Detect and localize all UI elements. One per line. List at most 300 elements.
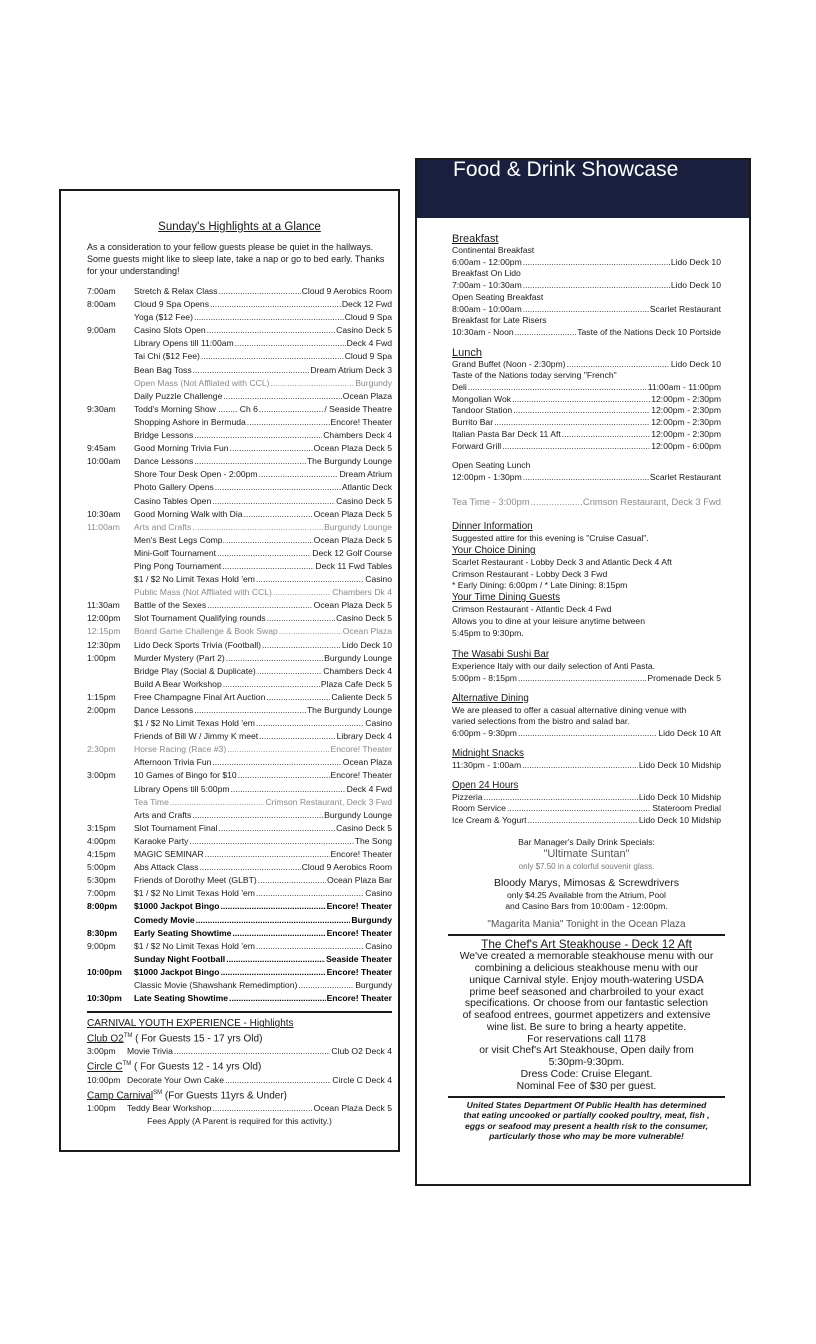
- leader-dots: [217, 547, 311, 560]
- schedule-row: [87, 508, 392, 521]
- schedule-time: 11:00am: [87, 521, 120, 532]
- highlights-title: Sunday's Highlights at a Glance: [158, 221, 321, 233]
- leader-dots: [194, 311, 344, 324]
- food-drink-content: [417, 218, 749, 1142]
- schedule-location: Cloud 9 Spa: [344, 312, 392, 323]
- schedule-time: 2:30pm: [87, 744, 116, 755]
- schedule-location: Lido Deck 10: [341, 639, 392, 650]
- lunch-station: Mongolian Wok: [452, 393, 512, 404]
- schedule-row: [87, 665, 392, 678]
- schedule-row: [87, 927, 392, 940]
- schedule-time: [87, 756, 134, 769]
- schedule-location: Cloud 9 Aerobics Room: [301, 862, 392, 873]
- open24-items: [452, 792, 721, 827]
- schedule-location: Casino: [365, 574, 392, 585]
- lunch-station: Italian Pasta Bar Deck 11 Aft: [452, 428, 561, 439]
- midnight-row: [452, 760, 721, 772]
- leader-dots: [259, 730, 335, 743]
- leader-dots: [193, 364, 310, 377]
- schedule-location: Cloud 9 Aerobics Room: [301, 286, 392, 296]
- lunch-row: [452, 441, 721, 453]
- open-lunch-loc: Scarlet Restaurant: [649, 471, 721, 482]
- youth-row: [87, 1102, 392, 1115]
- steakhouse-line: wine list. Be sure to bring a hearty appetite.: [486, 1021, 687, 1033]
- schedule-row: [87, 599, 392, 612]
- schedule-event: Daily Puzzle Challenge: [134, 390, 223, 401]
- lunch-row: [452, 417, 721, 429]
- tea-time-label: Tea Time - 3:00pm: [452, 495, 530, 507]
- schedule-event: $1 / $2 No Limit Texas Hold 'em: [134, 718, 255, 729]
- leader-dots: [210, 298, 341, 311]
- youth-location: Circle C Deck 4: [332, 1074, 392, 1085]
- schedule-location: Encore! Theater: [330, 744, 392, 755]
- schedule-time: 9:00am: [87, 325, 116, 336]
- open24-heading: Open 24 Hours: [452, 779, 519, 791]
- youth-event: Decorate Your Own Cake: [127, 1074, 224, 1085]
- breakfast-row: [452, 280, 721, 292]
- schedule-event: Casino Slots Open: [134, 325, 206, 336]
- schedule-row: [87, 377, 392, 390]
- leader-dots: [256, 940, 364, 953]
- breakfast-heading: Breakfast: [452, 233, 499, 245]
- schedule-time: 4:00pm: [87, 835, 116, 846]
- breakfast-location: Taste of the Nations Deck 10 Portside: [577, 326, 721, 337]
- schedule-location: Encore! Theater: [326, 927, 392, 938]
- steakhouse-line: Dress Code: Cruise Elegant.: [520, 1069, 653, 1081]
- your-time-line-2: Allows you to dine at your leisure anytime between: [452, 615, 645, 626]
- leader-dots: [256, 573, 364, 586]
- leader-dots: [215, 481, 341, 494]
- schedule-time: 9:30am: [87, 403, 116, 414]
- leader-dots: [523, 280, 670, 292]
- schedule-location: Crimson Restaurant, Deck 3 Fwd: [265, 796, 392, 807]
- schedule-event: Early Seating Showtime: [134, 927, 232, 938]
- lunch-row: [452, 405, 721, 417]
- leader-dots: [512, 394, 650, 406]
- choice-line-3: * Early Dining: 6:00pm / * Late Dining: 8:15pm: [452, 580, 628, 591]
- schedule-location: Dream Atrium Deck 3: [310, 364, 392, 375]
- buffet-row: [452, 359, 721, 371]
- youth-mark: SM: [153, 1089, 163, 1096]
- youth-event: Teddy Bear Workshop: [127, 1103, 212, 1114]
- schedule-time: [87, 416, 134, 429]
- schedule-row: [87, 756, 392, 769]
- schedule-time: [87, 560, 134, 573]
- food-drink-panel: [415, 158, 751, 1186]
- schedule-time: [87, 809, 134, 822]
- lunch-items: [452, 382, 721, 452]
- leader-dots: [199, 861, 300, 874]
- schedule-row: [87, 521, 392, 534]
- steakhouse-line: or visit Chef's Art Steakhouse, Open daily from: [479, 1045, 694, 1057]
- schedule-location: Ocean Plaza: [342, 757, 392, 768]
- schedule-row: [87, 835, 392, 848]
- schedule-row: [87, 495, 392, 508]
- schedule-event: Photo Gallery Opens: [134, 482, 214, 493]
- schedule-row: [87, 966, 392, 979]
- schedule-location: Burgundy Lounge: [324, 809, 392, 820]
- health-warning: [452, 1100, 721, 1142]
- schedule-location: Ocean Plaza Deck 5: [313, 534, 392, 545]
- steakhouse-line: combining a delicious steakhouse menu with our: [474, 962, 699, 974]
- schedule-event: Tea Time: [134, 796, 169, 807]
- leader-dots: [518, 673, 646, 685]
- schedule-event: Mini-Golf Tournament: [134, 547, 216, 558]
- schedule-time: 1:00pm: [87, 652, 116, 663]
- schedule-event: Cloud 9 Spa Opens: [134, 299, 210, 310]
- schedule-row: [87, 285, 392, 298]
- leader-dots: [257, 665, 322, 678]
- leader-dots: [218, 822, 335, 835]
- highlights-intro: As a consideration to your fellow guests please be quiet in the hallways. Some guests might like to sleep late, take a nap or go to bed early. Thanks for your understanding!: [87, 242, 385, 276]
- leader-dots: [189, 835, 353, 848]
- schedule-location: Deck 12 Fwd: [341, 299, 392, 310]
- schedule-time: 12:15pm: [87, 626, 121, 637]
- schedule-row: [87, 953, 392, 966]
- leader-dots: [262, 639, 341, 652]
- schedule-location: Ocean Plaza: [342, 626, 392, 637]
- schedule-event: $1 / $2 No Limit Texas Hold 'em: [134, 888, 255, 899]
- schedule-time: 3:00pm: [87, 770, 116, 781]
- leader-dots: [513, 405, 650, 417]
- open24-venue: Room Service: [452, 803, 506, 814]
- schedule-row: [87, 979, 392, 992]
- leader-dots: [231, 783, 346, 796]
- leader-dots: [221, 900, 326, 913]
- schedule-event: 10 Games of Bingo for $10: [134, 770, 237, 781]
- schedule-row: [87, 390, 392, 403]
- alt-dining-section: [452, 693, 721, 740]
- schedule-row: [87, 874, 392, 887]
- youth-age-range: ( For Guests 15 - 17 yrs Old): [132, 1033, 263, 1045]
- lunch-time: 12:00pm - 2:30pm: [651, 417, 721, 428]
- schedule-location: Encore! Theater: [330, 416, 392, 427]
- leader-dots: [528, 815, 638, 827]
- schedule-event: Horse Racing (Race #3): [134, 744, 227, 755]
- schedule-location: Burgundy: [355, 377, 392, 388]
- schedule-event: Shore Tour Desk Open - 2:00pm: [134, 469, 258, 480]
- schedule-time: [87, 468, 134, 481]
- alt-row: [452, 728, 721, 740]
- schedule-event: Slot Tournament Final: [134, 822, 218, 833]
- schedule-row: [87, 861, 392, 874]
- steakhouse-heading: The Chef's Art Steakhouse - Deck 12 Aft: [481, 937, 692, 952]
- dinner-section: [452, 521, 721, 639]
- schedule-location: Deck 11 Fwd Tables: [315, 560, 392, 571]
- breakfast-section: [452, 233, 721, 339]
- schedule-event: Bean Bag Toss: [134, 364, 192, 375]
- schedule-location: Plaza Cafe Deck 5: [320, 678, 392, 689]
- steakhouse-line: For reservations call 1178: [527, 1033, 646, 1045]
- youth-brand: Camp Carnival: [87, 1090, 154, 1102]
- schedule-row: [87, 350, 392, 363]
- buffet-name: Grand Buffet (Noon - 2:30pm): [452, 358, 566, 369]
- leader-dots: [266, 691, 330, 704]
- schedule-row: [87, 900, 392, 913]
- schedule-event: Open Mass (Not Affliated with CCL): [134, 377, 270, 388]
- schedule-event: Abs Attack Class: [134, 862, 199, 873]
- section-divider: [87, 1011, 392, 1013]
- leader-dots: [194, 455, 306, 468]
- leader-dots: [212, 1102, 312, 1115]
- schedule-event: Karaoke Party: [134, 835, 189, 846]
- schedule-time: [87, 429, 134, 442]
- schedule-row: [87, 573, 392, 586]
- schedule-time: [87, 364, 134, 377]
- youth-time: 3:00pm: [87, 1046, 116, 1057]
- youth-row: [87, 1045, 392, 1058]
- midnight-heading: Midnight Snacks: [452, 747, 524, 759]
- open-seating-lunch-label: Open Seating Lunch: [452, 460, 531, 471]
- schedule-row: [87, 796, 392, 809]
- steakhouse-line: We've created a memorable steakhouse menu with our: [459, 951, 714, 963]
- youth-group-heading: [87, 1030, 392, 1045]
- schedule-row: [87, 809, 392, 822]
- schedule-time: 5:00pm: [87, 862, 116, 873]
- leader-dots: [196, 914, 351, 927]
- schedule-location: Encore! Theater: [330, 849, 392, 860]
- lunch-heading: Lunch: [452, 346, 482, 359]
- schedule-time: 10:30pm: [87, 993, 122, 1004]
- leader-dots: [507, 803, 651, 815]
- leader-dots: [192, 521, 323, 534]
- schedule-location: Casino Deck 5: [336, 613, 392, 624]
- leader-dots: [522, 760, 638, 772]
- schedule-row: [87, 429, 392, 442]
- sunday-highlights-panel: [59, 189, 400, 1152]
- schedule-event: Dance Lessons: [134, 705, 194, 715]
- breakfast-location: Lido Deck 10: [670, 256, 721, 267]
- bloody-marys: Bloody Marys, Mimosas & Screwdrivers: [494, 877, 679, 890]
- lunch-section: [452, 347, 721, 484]
- schedule-time: 8:30pm: [87, 927, 118, 938]
- lunch-station: Forward Grill: [452, 440, 502, 451]
- schedule-time: 8:00am: [87, 299, 116, 310]
- schedule-location: Casino: [365, 718, 392, 729]
- open24-section: [452, 780, 721, 827]
- leader-dots: [226, 534, 313, 547]
- schedule-location: Library Deck 4: [336, 731, 392, 742]
- schedule-row: [87, 783, 392, 796]
- schedule-event: Free Champagne Final Art Auction: [134, 691, 266, 702]
- schedule-row: [87, 730, 392, 743]
- schedule-time: [87, 377, 134, 390]
- lunch-time: 12:00pm - 2:30pm: [651, 393, 721, 404]
- schedule-location: Casino Deck 5: [336, 495, 392, 506]
- schedule-time: 7:00am: [87, 286, 116, 296]
- schedule-time: [87, 730, 134, 743]
- tea-time-loc: Crimson Restaurant, Deck 3 Fwd: [582, 495, 721, 507]
- schedule-event: Battle of the Sexes: [134, 600, 207, 611]
- schedule-row: [87, 364, 392, 377]
- schedule-row: [87, 848, 392, 861]
- schedule-time: [87, 953, 134, 966]
- leader-dots: [223, 678, 320, 691]
- youth-mark: TM: [123, 1033, 133, 1040]
- leader-dots: [222, 560, 314, 573]
- schedule-row: [87, 324, 392, 337]
- leader-dots: [468, 382, 647, 394]
- schedule-location: Burgundy Lounge: [324, 652, 392, 663]
- youth-age-range: ( For Guests 12 - 14 yrs Old): [131, 1061, 262, 1073]
- schedule-event: Late Seating Showtime: [134, 993, 229, 1004]
- leader-dots: [223, 390, 341, 403]
- schedule-row: [87, 887, 392, 900]
- schedule-row: [87, 534, 392, 547]
- schedule-row: [87, 455, 392, 468]
- youth-row: [87, 1074, 392, 1087]
- schedule-row: [87, 416, 392, 429]
- schedule-location: Ocean Plaza Deck 5: [313, 443, 392, 454]
- schedule-row: [87, 337, 392, 350]
- steakhouse-line: 5:30pm-9:30pm.: [548, 1057, 625, 1069]
- ultimate-suntan: "Ultimate Suntan": [543, 848, 630, 861]
- schedule-location: Casino Deck 5: [336, 822, 392, 833]
- schedule-location: Burgundy Lounge: [324, 521, 392, 532]
- schedule-location: Deck 4 Fwd: [346, 783, 392, 794]
- schedule-location: Chambers Dk 4: [332, 587, 392, 598]
- youth-age-range: (For Guests 11yrs & Under): [162, 1090, 287, 1102]
- schedule-event: Yoga ($12 Fee): [134, 312, 193, 323]
- lunch-time: 11:00am - 11:00pm: [647, 382, 721, 393]
- youth-heading: CARNIVAL YOUTH EXPERIENCE - Highlights: [87, 1018, 294, 1030]
- leader-dots: [229, 992, 325, 1005]
- schedule-time: [87, 481, 134, 494]
- schedule-row: [87, 481, 392, 494]
- leader-dots: [259, 468, 339, 481]
- steakhouse-line: prime beef seasoned and charbroiled to your exact: [469, 986, 704, 998]
- youth-brand: Club O2: [87, 1033, 124, 1045]
- schedule-event: $1000 Jackpot Bingo: [134, 966, 220, 977]
- leader-dots: [279, 625, 342, 638]
- schedule-time: 12:00pm: [87, 613, 121, 624]
- schedule-event: Arts and Crafts: [134, 809, 192, 820]
- ultimate-suntan-price: only $7.50 in a colorful souvenir glass.: [518, 862, 655, 872]
- schedule-event: Friends of Bill W / Jimmy K meet: [134, 731, 259, 742]
- schedule-time: [87, 717, 134, 730]
- open24-venue: Pizzeria: [452, 791, 483, 802]
- schedule-row: [87, 560, 392, 573]
- choice-dining-heading: Your Choice Dining: [452, 545, 536, 557]
- lunch-row: [452, 429, 721, 441]
- schedule-event: Men's Best Legs Comp.: [134, 534, 225, 545]
- leader-dots: [494, 417, 650, 429]
- midnight-time: 11:30pm - 1:00am: [452, 759, 522, 770]
- schedule-row: [87, 625, 392, 638]
- steakhouse-line: of seafood entrees, gourmet appetizers and extensive: [462, 1010, 711, 1022]
- youth-group-heading: [87, 1058, 392, 1073]
- schedule-location: Encore! Theater: [326, 966, 392, 977]
- leader-dots: [259, 403, 323, 416]
- schedule-time: [87, 665, 134, 678]
- schedule-event: Stretch & Relax Class: [134, 286, 218, 296]
- schedule-event: Arts and Crafts: [134, 521, 192, 532]
- steakhouse-line: Nominal Fee of $30 per guest.: [516, 1080, 657, 1092]
- leader-dots: [207, 324, 335, 337]
- leader-dots: [273, 586, 331, 599]
- schedule-event: Tai Chi ($12 Fee): [134, 351, 200, 362]
- bloody-marys-info: [452, 890, 721, 912]
- leader-dots: [232, 927, 325, 940]
- schedule-row: [87, 652, 392, 665]
- open24-venue: Ice Cream & Yogurt: [452, 814, 527, 825]
- youth-fees-note: Fees Apply (A Parent is required for this activity.): [147, 1116, 332, 1127]
- schedule-location: Deck 12 Golf Course: [312, 547, 392, 558]
- open-seating-lunch-row: [452, 472, 721, 484]
- schedule-event: Lido Deck Sports Trivia (Football): [134, 639, 262, 650]
- sushi-time: 5:00pm - 8:15pm: [452, 672, 517, 683]
- schedule-row: [87, 992, 392, 1005]
- breakfast-label: Breakfast for Late Risers: [452, 315, 547, 326]
- schedule-location: Seaside Theater: [326, 953, 392, 964]
- schedule-event: Comedy Movie: [134, 914, 195, 925]
- schedule-row: [87, 940, 392, 953]
- alt-line-1: We are pleased to offer a casual alternative dining venue with: [452, 704, 687, 715]
- breakfast-time: 6:00am - 12:00pm: [452, 256, 522, 267]
- breakfast-label: Breakfast On Lido: [452, 268, 521, 279]
- breakfast-location: Scarlet Restaurant: [649, 303, 721, 314]
- schedule-time: 10:00pm: [87, 966, 122, 977]
- schedule-location: The Burgundy Lounge: [306, 456, 392, 467]
- breakfast-time: 10:30am - Noon: [452, 326, 514, 337]
- breakfast-label: Open Seating Breakfast: [452, 291, 544, 302]
- lunch-station: Burrito Bar: [452, 417, 494, 428]
- breakfast-row: [452, 304, 721, 316]
- breakfast-time: 7:00am - 10:30am: [452, 280, 522, 291]
- schedule-event: MAGIC SEMINAR: [134, 849, 204, 860]
- schedule-time: [87, 350, 134, 363]
- leader-dots: [170, 796, 265, 809]
- schedule-row: [87, 403, 392, 416]
- schedule-time: 11:30am: [87, 600, 120, 611]
- leader-dots: [219, 285, 301, 298]
- schedule-time: 9:00pm: [87, 940, 116, 951]
- schedule-time: [87, 678, 134, 691]
- schedule-location: The Song: [354, 835, 392, 846]
- schedule-time: [87, 390, 134, 403]
- leader-dots: [174, 1045, 330, 1058]
- breakfast-row: [452, 257, 721, 269]
- leader-dots: [201, 350, 344, 363]
- schedule-event: Todd's Morning Show ........ Ch 6: [134, 403, 258, 414]
- schedule-time: 4:15pm: [87, 849, 116, 860]
- your-time-line-3: 5:45pm to 9:30pm.: [452, 627, 524, 638]
- dinner-attire: Suggested attire for this evening is "Cruise Casual".: [452, 533, 649, 544]
- schedule-time: [87, 311, 134, 324]
- schedule-time: [87, 547, 134, 560]
- taste-of-nations: Taste of the Nations today serving "French": [452, 370, 617, 381]
- schedule-location: Encore! Theater: [326, 901, 392, 912]
- choice-line-1: Scarlet Restaurant - Lobby Deck 3 and Atlantic Deck 4 Aft: [452, 557, 672, 568]
- steakhouse-body: [452, 951, 721, 1093]
- breakfast-location: Lido Deck 10: [670, 280, 721, 291]
- schedule-time: [87, 573, 134, 586]
- leader-dots: [515, 327, 577, 339]
- schedule-event: Library Opens till 5:00pm: [134, 783, 230, 794]
- schedule-row: [87, 639, 392, 652]
- your-time-line-1: Crimson Restaurant - Atlantic Deck 4 Fwd: [452, 604, 612, 615]
- schedule-time: 5:30pm: [87, 875, 116, 886]
- schedule-location: Ocean Plaza Bar: [327, 875, 392, 886]
- alt-loc: Lido Deck 10 Aft: [658, 728, 721, 739]
- steakhouse-divider: [448, 934, 725, 936]
- bm-info-line-1: only $4.25 Available from the Atrium, Pool: [507, 890, 666, 901]
- open24-location: Lido Deck 10 Midship: [638, 791, 721, 802]
- leader-dots: [298, 979, 354, 992]
- open24-row: [452, 815, 721, 827]
- breakfast-label: Continental Breakfast: [452, 245, 535, 255]
- leader-dots: [192, 809, 323, 822]
